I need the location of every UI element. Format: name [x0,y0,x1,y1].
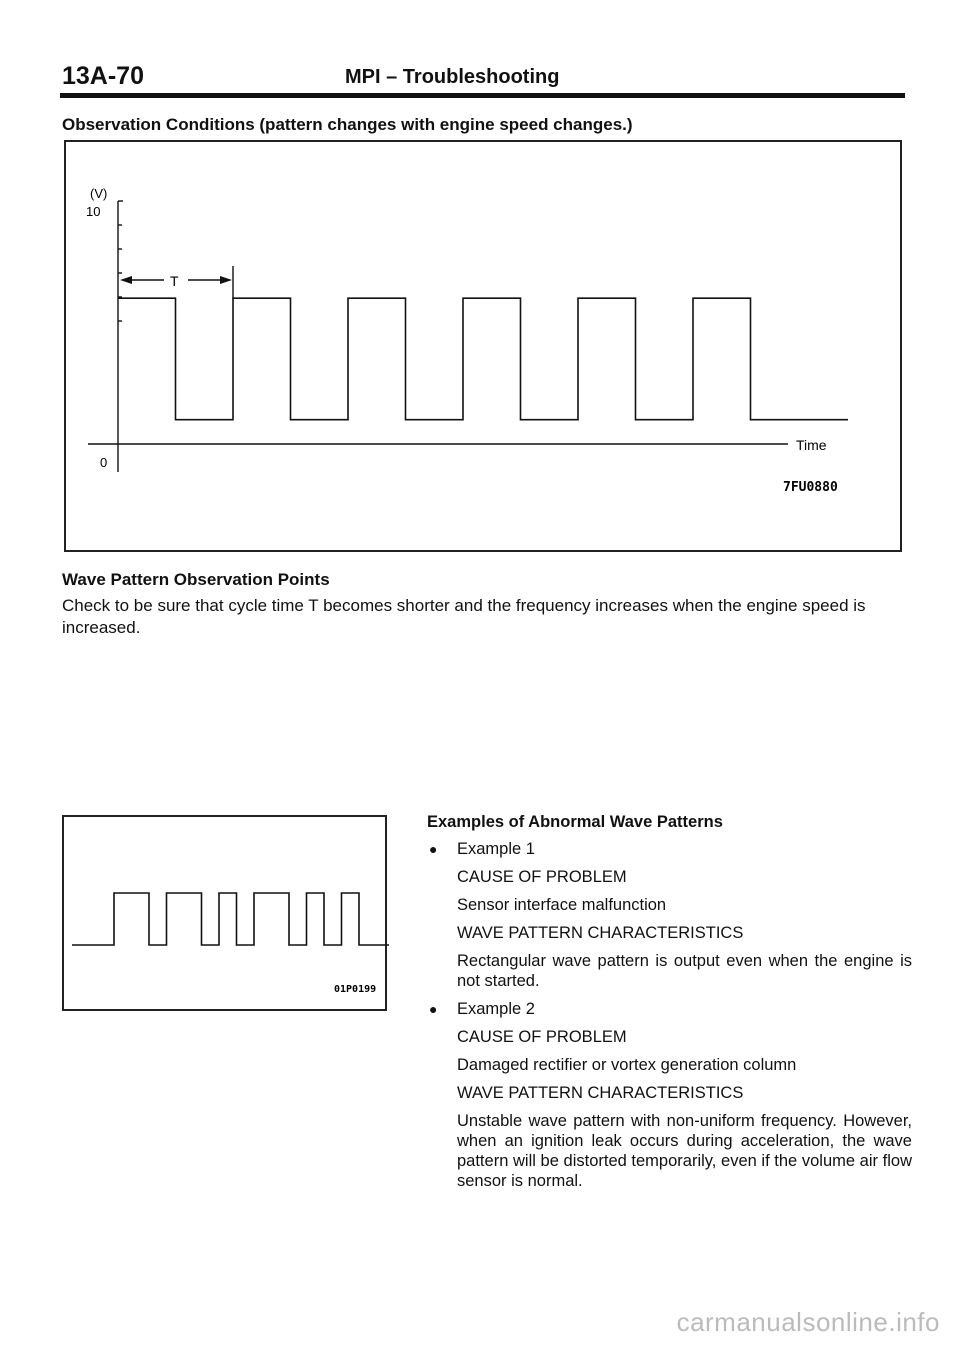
cause-text: Sensor interface malfunction [457,896,667,914]
figure-code-7fu0880: 7FU0880 [783,480,838,495]
y-tick-label-10: 10 [86,204,101,219]
wave-points-heading: Wave Pattern Observation Points [62,570,330,589]
characteristics-label: WAVE PATTERN CHARACTERISTICS [457,1084,744,1102]
period-arrowhead-left [120,276,132,284]
wave-points-text: Check to be sure that cycle time T becomes shorter and the frequency increases when the engine speed is increased. [62,596,866,637]
examples-heading: Examples of Abnormal Wave Patterns [427,813,723,831]
y-tick-label-0: 0 [100,455,108,470]
cause-text: Damaged rectifier or vortex generation column [457,1056,797,1074]
header-rule [60,93,905,98]
period-arrowhead-right [220,276,232,284]
abnormal-wave-figure [62,815,387,1011]
bullet-icon: ● [429,841,438,857]
bullet-icon: ● [429,1001,438,1017]
example-item [427,839,912,991]
figure-code-01p0199: 01P0199 [334,984,377,995]
waveform-chart [66,142,904,554]
watermark: carmanualsonline.info [676,1307,940,1337]
period-label-t: T [170,273,179,289]
series-line [72,893,389,945]
example-title: Example 1 [457,840,535,858]
section-title: MPI – Troubleshooting [345,66,560,88]
page-number: 13A-70 [62,62,144,90]
series-line [118,298,848,420]
example-item [427,999,912,1191]
cause-label: CAUSE OF PROBLEM [457,1028,627,1046]
y-axis-unit-label: (V) [90,186,108,201]
characteristics-label: WAVE PATTERN CHARACTERISTICS [457,924,744,942]
observation-heading: Observation Conditions (pattern changes with engine speed changes.) [62,115,633,134]
abnormal-wave-chart [64,817,389,1013]
cause-label: CAUSE OF PROBLEM [457,868,627,886]
waveform-figure [64,140,902,552]
abnormal-examples [427,812,912,1199]
characteristics-text: Rectangular wave pattern is output even when the engine is not started. [457,952,912,990]
example-title: Example 2 [457,1000,535,1018]
characteristics-text: Unstable wave pattern with non-uniform frequency. However, when an ignition leak occurs during acceleration, the wave pattern will be distorted temporarily, even if the volume air flow sensor is normal. [457,1112,912,1190]
x-axis-label-time: Time [796,437,827,453]
